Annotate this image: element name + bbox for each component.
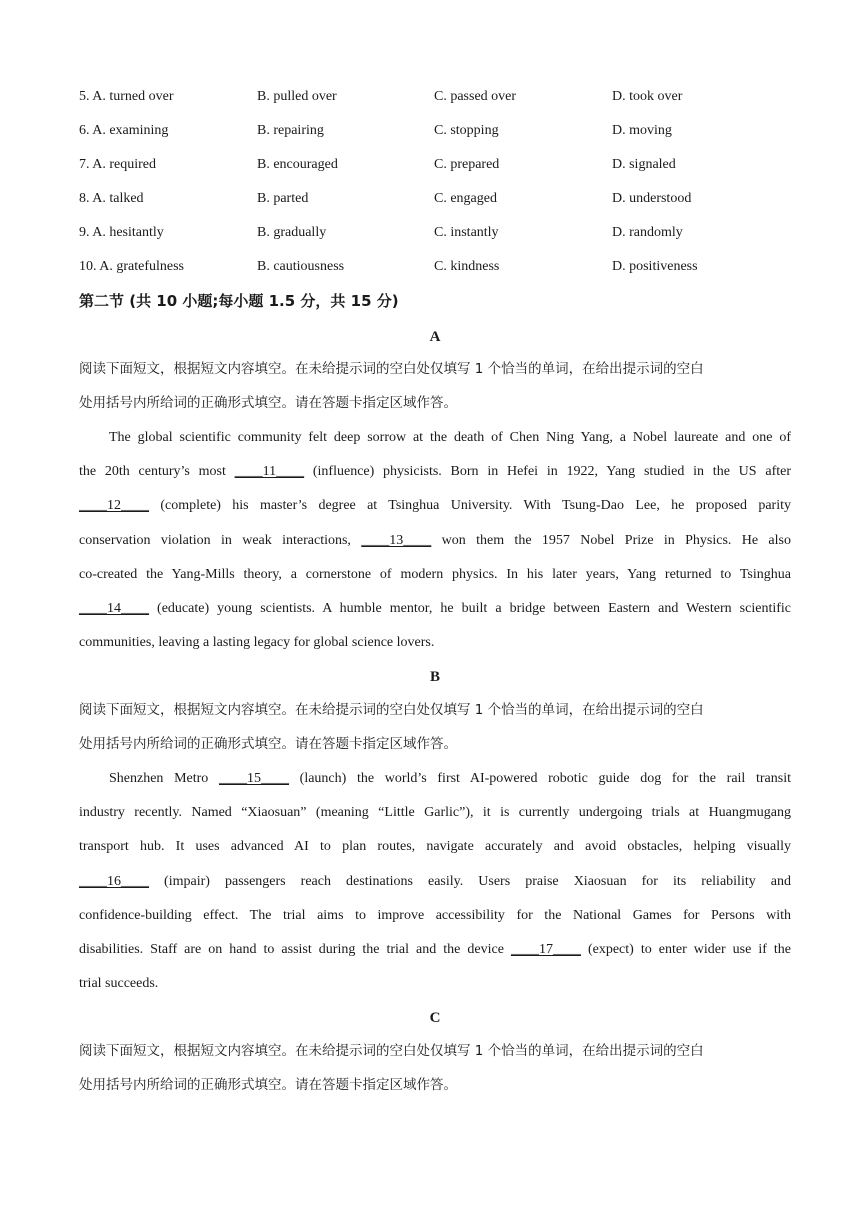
- passage-line: [79, 796, 791, 830]
- option-d: D. understood: [612, 191, 692, 206]
- option-row-7: [79, 155, 791, 175]
- option-c: C. passed over: [434, 89, 517, 104]
- part-c-heading: C: [429, 1010, 441, 1026]
- blank-11[interactable]: ____11____: [234, 464, 305, 480]
- option-d: D. moving: [612, 123, 672, 138]
- passage-text: communities, leaving a lasting legacy for global science lovers.: [79, 635, 435, 651]
- option-a: 6. A. examining: [79, 123, 169, 138]
- passage-line: [79, 899, 791, 933]
- option-a: 8. A. talked: [79, 191, 144, 206]
- option-row-8: [79, 189, 791, 209]
- part-c-instruction: [79, 1034, 791, 1102]
- passage-line: [79, 626, 791, 660]
- passage-text: Shenzhen Metro: [109, 771, 219, 786]
- passage-text: (launch) the world’s first AI-powered robotic guide dog for the rail transit: [288, 771, 791, 786]
- passage-text: industry recently. Named “Xiaosuan” (meaning “Little Garlic”), it is currently undergoing trials at Huangmugang: [79, 805, 791, 821]
- instruction-line: 阅读下面短文，根据短文内容填空。在未给提示词的空白处仅填写 1 个恰当的单词，在给出提示词的空白: [79, 702, 704, 718]
- part-a-passage: [79, 421, 791, 660]
- passage-text: trial succeeds.: [79, 976, 159, 992]
- passage-text: transport hub. It uses advanced AI to plan routes, navigate accurately and avoid obstacles, helping visually: [79, 839, 791, 855]
- option-row-10: [79, 257, 791, 277]
- option-row-5: [79, 87, 791, 107]
- option-d: D. positiveness: [612, 259, 698, 274]
- option-d: D. signaled: [612, 157, 676, 172]
- instruction-line: 阅读下面短文，根据短文内容填空。在未给提示词的空白处仅填写 1 个恰当的单词，在给出提示词的空白: [79, 1043, 704, 1059]
- passage-text: confidence-building effect. The trial aims to improve accessibility for the National Games for Persons with: [79, 907, 791, 923]
- instruction-line: 处用括号内所给词的正确形式填空。请在答题卡指定区域作答。: [79, 395, 457, 411]
- passage-line: [79, 455, 791, 489]
- option-b: B. repairing: [257, 123, 324, 138]
- option-c: C. kindness: [434, 259, 500, 274]
- passage-line: [79, 421, 791, 455]
- option-c: C. engaged: [434, 191, 497, 206]
- passage-text: (complete) his master’s degree at Tsinghua University. With Tsung-Dao Lee, he proposed parity: [149, 498, 791, 514]
- option-b: B. parted: [257, 191, 309, 206]
- passage-line: [79, 762, 791, 796]
- option-d: D. took over: [612, 89, 683, 104]
- part-a-instruction: [79, 352, 791, 420]
- passage-text: the 20th century’s most: [79, 464, 235, 480]
- passage-text: disabilities. Staff are on hand to assist during the trial and the device: [79, 941, 511, 957]
- blank-16[interactable]: ____16____: [79, 873, 149, 889]
- option-d: D. randomly: [612, 225, 683, 240]
- option-row-9: [79, 223, 791, 243]
- option-a: 7. A. required: [79, 157, 156, 172]
- option-row-6: [79, 121, 791, 141]
- option-a: 9. A. hesitantly: [79, 225, 164, 240]
- section-title: 第二节 (共 10 小题;每小题 1.5 分，共 15 分): [79, 292, 399, 310]
- part-a-heading: A: [429, 329, 441, 345]
- blank-12[interactable]: ____12____: [79, 498, 149, 514]
- passage-text: (expect) to enter wider use if the: [580, 941, 792, 957]
- part-b-heading: B: [429, 669, 440, 685]
- instruction-line: 阅读下面短文，根据短文内容填空。在未给提示词的空白处仅填写 1 个恰当的单词，在给出提示词的空白: [79, 361, 704, 377]
- passage-text: (impair) passengers reach destinations easily. Users praise Xiaosuan for its reliability and: [149, 873, 791, 889]
- blank-14[interactable]: ____14____: [79, 600, 149, 616]
- option-c: C. instantly: [434, 225, 499, 240]
- passage-text: (educate) young scientists. A humble mentor, he built a bridge between Eastern and Western scientific: [149, 600, 791, 616]
- blank-13[interactable]: ____13____: [361, 532, 432, 548]
- passage-text: won them the 1957 Nobel Prize in Physics. He also: [431, 532, 791, 548]
- instruction-line: 处用括号内所给词的正确形式填空。请在答题卡指定区域作答。: [79, 1077, 457, 1093]
- part-b-instruction: [79, 693, 791, 761]
- passage-line: [79, 967, 791, 1001]
- passage-line: [79, 830, 791, 864]
- passage-line: [79, 933, 791, 967]
- option-b: B. encouraged: [257, 157, 338, 172]
- option-c: C. stopping: [434, 123, 499, 138]
- option-a: 5. A. turned over: [79, 89, 174, 104]
- passage-line: [79, 524, 791, 558]
- passage-text: The global scientific community felt deep sorrow at the death of Chen Ning Yang, a Nobel laureate and one of: [109, 430, 791, 445]
- part-b-passage: [79, 762, 791, 1001]
- option-b: B. pulled over: [257, 89, 337, 104]
- passage-text: (influence) physicists. Born in Hefei in 1922, Yang studied in the US after: [304, 464, 791, 480]
- passage-line: [79, 489, 791, 523]
- passage-text: conservation violation in weak interactions,: [79, 532, 362, 548]
- option-c: C. prepared: [434, 157, 500, 172]
- passage-text: co-created the Yang-Mills theory, a cornerstone of modern physics. In his later years, Yang returned to Tsinghua: [79, 566, 791, 582]
- blank-15[interactable]: ____15____: [218, 771, 289, 786]
- option-b: B. gradually: [257, 225, 327, 240]
- option-a: 10. A. gratefulness: [79, 259, 184, 274]
- instruction-line: 处用括号内所给词的正确形式填空。请在答题卡指定区域作答。: [79, 736, 457, 752]
- passage-line: [79, 865, 791, 899]
- blank-17[interactable]: ____17____: [510, 941, 581, 957]
- passage-line: [79, 592, 791, 626]
- passage-line: [79, 558, 791, 592]
- option-b: B. cautiousness: [257, 259, 345, 274]
